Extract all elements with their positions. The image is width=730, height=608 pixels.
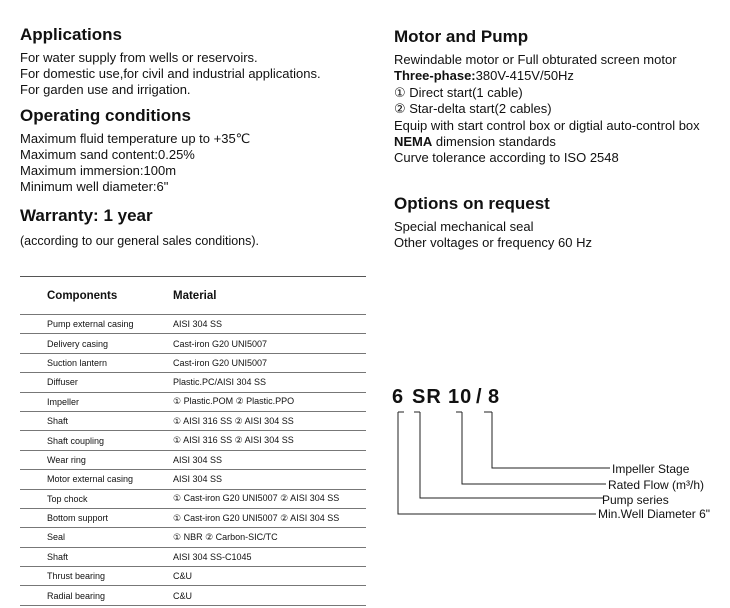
row-material: Cast-iron G20 UNI5007 bbox=[173, 338, 268, 349]
row-component: Seal bbox=[47, 532, 66, 543]
motor-line-4: ② Star-delta start(2 cables) bbox=[394, 101, 552, 117]
table-row bbox=[20, 334, 366, 353]
table-row bbox=[20, 354, 366, 373]
code-part-diameter: 6 bbox=[392, 386, 405, 408]
row-component: Shaft coupling bbox=[47, 435, 105, 446]
row-material: ① Plastic.POM ② Plastic.PPO bbox=[173, 396, 295, 407]
motor-three-phase bbox=[394, 68, 730, 84]
row-material: ① AISI 316 SS ② AISI 304 SS bbox=[173, 415, 294, 426]
row-material: C&U bbox=[173, 590, 193, 601]
leader-diameter bbox=[398, 412, 596, 514]
label-rated-flow: Rated Flow (m³/h) bbox=[608, 478, 705, 492]
motor-line-7: Curve tolerance according to ISO 2548 bbox=[394, 150, 619, 166]
row-material: AISI 304 SS bbox=[173, 319, 223, 330]
options-title: Options on request bbox=[394, 193, 550, 213]
row-component: Motor external casing bbox=[47, 474, 134, 485]
header-material: Material bbox=[173, 289, 217, 302]
row-material: C&U bbox=[173, 571, 193, 582]
applications-line-3: For garden use and irrigation. bbox=[20, 82, 191, 97]
applications-line-2: For domestic use,for civil and industrial applications. bbox=[20, 66, 321, 81]
label-impeller-stage: Impeller Stage bbox=[612, 462, 690, 476]
row-component: Impeller bbox=[47, 396, 80, 407]
table-row bbox=[20, 373, 366, 392]
table-row bbox=[20, 431, 366, 450]
row-component: Top chock bbox=[47, 493, 88, 504]
motor-line-1: Rewindable motor or Full obturated screen motor bbox=[394, 52, 677, 67]
row-material: ① NBR ② Carbon-SIC/TC bbox=[173, 531, 278, 542]
table-row bbox=[20, 412, 366, 431]
operating-line-4: Minimum well diameter:6" bbox=[20, 179, 169, 194]
leader-series bbox=[420, 412, 604, 498]
table-row bbox=[20, 470, 366, 489]
table-row bbox=[20, 586, 366, 605]
options-line-2: Other voltages or frequency 60 Hz bbox=[394, 235, 592, 251]
row-component: Pump external casing bbox=[47, 319, 134, 330]
three-phase-value: 380V-415V/50Hz bbox=[475, 68, 574, 84]
options-line-1: Special mechanical seal bbox=[394, 218, 534, 234]
table-row bbox=[20, 567, 366, 586]
applications-line-1: For water supply from wells or reservoirs. bbox=[20, 50, 258, 65]
row-material: Plastic.PC/AISI 304 SS bbox=[173, 377, 267, 388]
motor-title: Motor and Pump bbox=[394, 27, 529, 46]
left-column bbox=[20, 24, 370, 249]
table-row bbox=[20, 315, 366, 334]
table-row bbox=[20, 393, 366, 412]
label-min-well-diameter: Min.Well Diameter 6" bbox=[598, 507, 711, 521]
row-material: AISI 304 SS bbox=[173, 474, 223, 485]
motor-line-3: ① Direct start(1 cable) bbox=[394, 84, 523, 100]
code-part-flow: 10 bbox=[448, 386, 473, 408]
warranty-title: Warranty: 1 year bbox=[20, 206, 153, 225]
operating-line-1: Maximum fluid temperature up to +35℃ bbox=[20, 131, 251, 146]
row-component: Wear ring bbox=[47, 454, 86, 465]
applications-title: Applications bbox=[20, 25, 123, 44]
row-component: Shaft bbox=[47, 551, 69, 562]
header-components: Components bbox=[47, 289, 118, 302]
row-component: Suction lantern bbox=[47, 357, 108, 368]
row-material: Cast-iron G20 UNI5007 bbox=[173, 357, 268, 368]
motor-nema bbox=[394, 134, 730, 150]
row-material: ① Cast-iron G20 UNI5007 ② AISI 304 SS bbox=[173, 493, 340, 504]
operating-line-3: Maximum immersion:100m bbox=[20, 163, 177, 178]
code-part-slash: / bbox=[476, 386, 483, 408]
row-component: Delivery casing bbox=[47, 338, 109, 349]
operating-line-2: Maximum sand content:0.25% bbox=[20, 147, 195, 162]
table-row bbox=[20, 548, 366, 567]
code-part-stage: 8 bbox=[488, 386, 501, 408]
motor-line-5: Equip with start control box or digtial auto-control box bbox=[394, 117, 700, 133]
table-row bbox=[20, 451, 366, 470]
row-material: AISI 304 SS-C1045 bbox=[173, 551, 252, 562]
row-material: ① AISI 316 SS ② AISI 304 SS bbox=[173, 435, 294, 446]
table-header bbox=[20, 277, 366, 315]
table-row bbox=[20, 509, 366, 528]
warranty-note: (according to our general sales conditions). bbox=[20, 234, 260, 248]
row-component: Shaft bbox=[47, 416, 69, 427]
leader-stage bbox=[492, 412, 610, 468]
materials-table bbox=[20, 276, 366, 606]
row-material: ① Cast-iron G20 UNI5007 ② AISI 304 SS bbox=[173, 512, 340, 523]
nema-label: NEMA bbox=[394, 134, 433, 150]
table-row bbox=[20, 528, 366, 547]
row-component: Diffuser bbox=[47, 377, 78, 388]
right-column bbox=[394, 26, 730, 252]
leader-flow bbox=[462, 412, 606, 484]
row-component: Thrust bearing bbox=[47, 571, 106, 582]
three-phase-label: Three-phase: bbox=[394, 68, 476, 84]
row-component: Radial bearing bbox=[47, 590, 106, 601]
row-component: Bottom support bbox=[47, 513, 109, 524]
table-row bbox=[20, 490, 366, 509]
code-part-series: SR bbox=[412, 386, 442, 408]
nema-value: dimension standards bbox=[432, 134, 556, 150]
label-pump-series: Pump series bbox=[602, 493, 669, 507]
row-material: AISI 304 SS bbox=[173, 454, 223, 465]
operating-title: Operating conditions bbox=[20, 106, 191, 125]
